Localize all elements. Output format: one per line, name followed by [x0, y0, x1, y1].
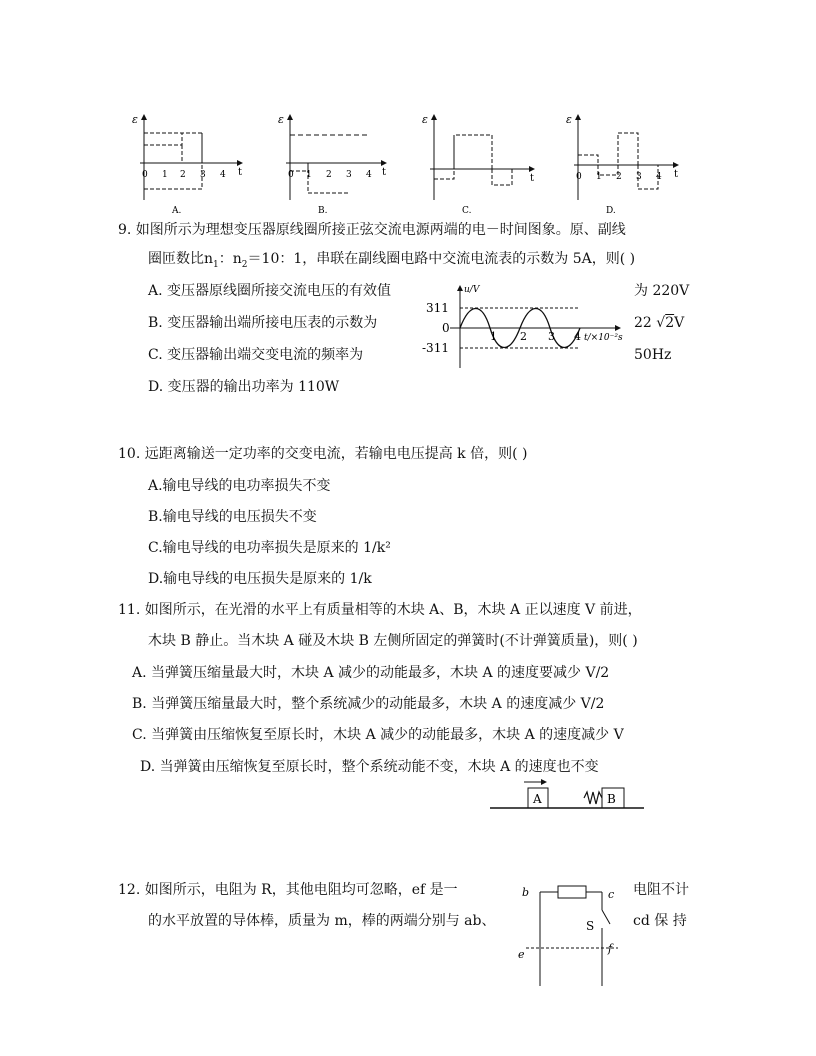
q9-graph-tick-1: 1: [490, 330, 497, 343]
q9-option-d: D. 变压器的输出功率为 110W: [148, 379, 340, 395]
q11-option-d: D. 当弹簧由压缩恢复至原长时，整个系统动能不变，木块 A 的速度也不变: [140, 759, 599, 775]
q9-graph-ymax: 311: [426, 301, 449, 315]
q9-option-b-end-rad: 2: [665, 315, 675, 331]
q9-option-b-end-coef: 22: [634, 315, 652, 331]
q9-line1: 9. 如图所示为理想变压器原线圈所接正弦交流电源两端的电－时间图象。原、副线: [118, 222, 626, 238]
q10-option-a: A.输电导线的电功率损失不变: [148, 478, 331, 494]
q11-option-c: C. 当弹簧由压缩恢复至原长时，木块 A 减少的动能最多，木块 A 的速度减少 V: [132, 727, 624, 743]
q12-line1-a: 12. 如图所示，电阻为 R，其他电阻均可忽略，ef 是一: [118, 882, 458, 898]
graph-b-tick-1: 1: [306, 170, 312, 180]
q11-option-b: B. 当弹簧压缩量最大时，整个系统减少的动能最多，木块 A 的速度减少 V/2: [132, 696, 605, 712]
q9-graph-ymin: -311: [422, 341, 449, 355]
graph-a-xlabel: t: [238, 167, 243, 178]
q12-line2-b: cd 保 持: [633, 913, 687, 929]
q10-option-d: D.输电导线的电压损失是原来的 1/k: [148, 571, 372, 587]
q10-option-c: C.输电导线的电功率损失是原来的 1/k²: [148, 540, 391, 556]
graph-d-tick-2: 2: [616, 172, 622, 182]
q12-line2-a: 的水平放置的导体棒，质量为 m，棒的两端分别与 ab、: [148, 913, 496, 929]
q9-option-c: C. 变压器输出端交变电流的频率为: [148, 347, 364, 363]
q9-graph-tick-3: 3: [548, 330, 555, 343]
graph-a-tick-0: 0: [142, 170, 148, 180]
graph-c: [422, 113, 534, 215]
q11-option-a: A. 当弹簧压缩量最大时，木块 A 减少的动能最多，木块 A 的速度要减少 V/2: [132, 665, 610, 681]
graph-d-tick-1: 1: [596, 172, 602, 182]
emf-graphs-row: [120, 105, 700, 215]
q11-line2: 木块 B 静止。当木块 A 碰及木块 B 左侧所固定的弹簧时(不计弹簧质量)，则( ): [148, 633, 638, 649]
graph-b-tick-2: 2: [326, 170, 332, 180]
graph-b-ylabel: ε: [278, 113, 284, 126]
q9-line2-suffix: ＝10：1，串联在副线圈电路中交流电流表的示数为 5A，则( ): [247, 251, 636, 267]
q12-label-c: c: [608, 888, 615, 901]
graph-a: [132, 113, 242, 215]
q9-option-b-end-unit: V: [674, 315, 685, 331]
graph-b-xlabel: t: [382, 167, 387, 178]
q10-stem: 10. 远距离输送一定功率的交变电流，若输电电压提高 k 倍，则( ): [118, 446, 528, 462]
graph-c-xlabel: t: [530, 173, 535, 184]
graph-d: [566, 113, 678, 215]
graph-b-tick-4: 4: [366, 170, 372, 180]
q9-graph-zero: 0: [442, 321, 450, 335]
graph-a-tick-1: 1: [162, 170, 168, 180]
graph-b-label: B.: [318, 206, 328, 215]
q10-option-b: B.输电导线的电压损失不变: [148, 509, 317, 525]
q11-block-b-label: B: [607, 792, 616, 806]
q11-block-spring-figure: [488, 762, 648, 812]
q12-circuit-figure: [510, 880, 630, 990]
q11-line1: 11. 如图所示，在光滑的水平上有质量相等的木块 A、B，木块 A 正以速度 V 前进，: [118, 602, 642, 618]
q9-option-a: A. 变压器原线圈所接交流电压的有效值: [148, 283, 392, 299]
q9-voltage-graph: [420, 280, 630, 372]
q9-option-c-end: 50Hz: [634, 347, 672, 363]
graph-a-label: A.: [172, 206, 182, 215]
graph-d-xlabel: t: [674, 169, 679, 180]
graph-c-ylabel: ε: [422, 113, 428, 126]
q9-graph-ylabel: u/V: [464, 285, 480, 295]
q9-line2-prefix: 圈匝数比n: [148, 251, 214, 267]
graph-a-ylabel: ε: [132, 113, 138, 126]
q9-option-b: B. 变压器输出端所接电压表的示数为: [148, 315, 378, 331]
resistor-icon: [558, 886, 586, 898]
q9-option-a-end: 为 220V: [634, 283, 690, 299]
graph-d-tick-4: 4: [656, 172, 662, 182]
q12-label-f: f: [608, 942, 613, 955]
q9-line2: 圈匝数比$n_1$：$n_2=10$：1，串联在副线圈电路中交流电流表的示数为 5A，则( ): [148, 251, 636, 270]
graph-b-tick-3: 3: [346, 170, 352, 180]
graph-a-tick-4: 4: [220, 170, 226, 180]
q12-label-e: e: [518, 948, 525, 961]
q12-label-b: b: [522, 886, 530, 899]
graph-d-ylabel: ε: [566, 113, 572, 126]
graph-d-tick-3: 3: [636, 172, 642, 182]
graph-b-tick-0: 0: [288, 170, 294, 180]
sqrt-symbol-icon: √: [656, 315, 666, 331]
q9-graph-tick-2: 2: [520, 330, 527, 343]
graph-c-label: C.: [462, 206, 472, 215]
graph-a-tick-3: 3: [200, 170, 206, 180]
switch-icon: [602, 910, 610, 924]
q9-graph-xlabel: t/×10⁻²s: [584, 333, 623, 343]
graph-b: [278, 113, 386, 215]
graph-d-label: D.: [606, 206, 616, 215]
graph-a-tick-2: 2: [180, 170, 186, 180]
graph-d-tick-0: 0: [576, 172, 582, 182]
q9-graph-tick-4: 4: [574, 330, 581, 343]
q9-option-b-end: [634, 314, 684, 332]
q12-line1-b: 电阻不计: [633, 882, 689, 898]
q11-block-a-label: A: [533, 792, 542, 806]
q12-label-s: S: [586, 919, 595, 933]
